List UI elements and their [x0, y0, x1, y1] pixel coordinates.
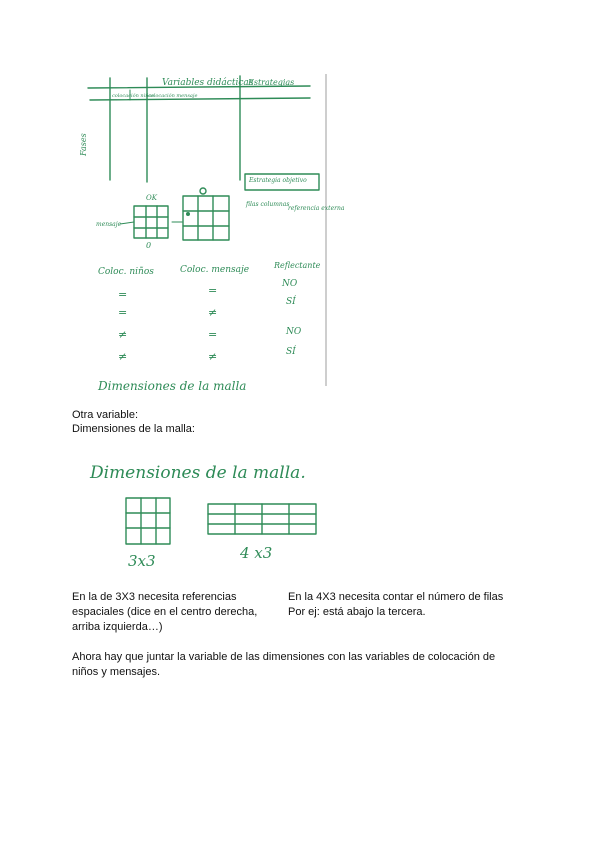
header-variables: Variables didácticas — [162, 78, 254, 88]
handwritten-sketch-variables — [74, 72, 345, 393]
closing-line2: niños y mensajes. — [72, 666, 161, 678]
col-children: colocación niños — [112, 93, 155, 99]
margin-rows-cols: filas columnas — [246, 201, 290, 208]
combo-row4-b: ≠ — [208, 350, 218, 363]
bottom-mark: 0 — [146, 241, 152, 250]
combo-row1-c: NO — [282, 279, 298, 289]
left-column-line3: arriba izquierda…) — [72, 621, 163, 633]
left-column-line2: espaciales (dice en el centro derecha, — [72, 606, 258, 618]
combo-col2-head: Coloc. mensaje — [180, 265, 250, 275]
sketch-mesh-drawing — [74, 452, 362, 582]
combo-row2-b: ≠ — [208, 306, 218, 319]
label-4x3: 4 x3 — [240, 544, 273, 562]
strategy-box-label: Estrategia objetivo — [249, 177, 307, 184]
combo-col3-head: Reflectante — [274, 261, 321, 270]
combo-row1-a: = — [118, 288, 128, 301]
row-phases: Fases — [79, 133, 88, 156]
margin-reference: referencia externa — [288, 205, 345, 212]
combo-row3-a: ≠ — [118, 328, 128, 341]
handwritten-sketch-mesh — [74, 452, 362, 582]
left-column-line1: En la de 3X3 necesita referencias — [72, 591, 237, 603]
closing-line1: Ahora hay que juntar la variable de las dimensiones con las variables de colocación de — [72, 651, 496, 663]
combo-row2-c: SÍ — [286, 297, 296, 307]
mesh-title: Dimensiones de la malla. — [90, 463, 306, 483]
col-message: colocación mensaje — [148, 93, 198, 99]
mesh-dimensions-label: Dimensiones de la malla: — [72, 423, 195, 435]
left-label: mensaje — [96, 221, 122, 228]
label-3x3: 3x3 — [128, 552, 156, 570]
combo-row1-b: = — [208, 284, 218, 297]
cut-off-heading: Dimensiones de la malla — [98, 379, 247, 393]
right-column-line2: Por ej: está abajo la tercera. — [288, 606, 426, 618]
other-variable-label: Otra variable: — [72, 409, 139, 421]
top-mark: OK — [146, 194, 157, 202]
sketch-variables-drawing — [74, 72, 345, 393]
combo-row3-b: = — [208, 328, 218, 341]
header-strategies: Estrategias — [248, 78, 295, 87]
right-column-line1: En la 4X3 necesita contar el número de filas — [288, 591, 504, 603]
combo-row4-a: ≠ — [118, 350, 128, 363]
combo-row4-c: SÍ — [286, 347, 296, 357]
combo-row3-c: NO — [286, 327, 302, 337]
combo-col1-head: Coloc. niños — [98, 267, 154, 277]
combo-row2-a: = — [118, 306, 128, 319]
